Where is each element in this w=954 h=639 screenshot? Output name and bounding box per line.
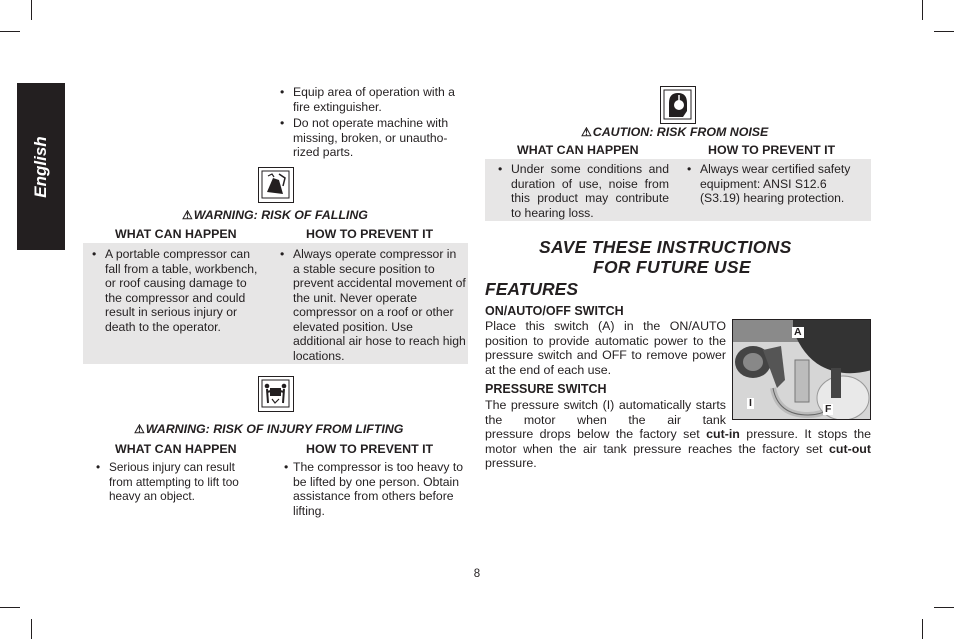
pressure-switch-heading: PRESSURE SWITCH [485,382,607,396]
list-item: • Equip area of operation with a fire extinguisher. [276,85,462,114]
pressure-switch-text-wrapped: The pressure switch (I) automatically starts the motor when the air tank [485,398,726,427]
hearing-protection-icon [660,86,696,124]
lifting-warning-title: ⚠WARNING: RISK OF INJURY FROM LIFTING [134,422,404,436]
crop-mark [0,607,20,608]
photo-label-i: I [749,397,752,409]
how-to-prevent-header: HOW TO PREVENT IT [306,227,434,241]
warning-triangle-icon: ⚠ [581,125,592,139]
what-can-happen-header: WHAT CAN HAPPEN [517,143,639,157]
crop-mark [31,0,32,20]
what-can-happen-header: WHAT CAN HAPPEN [115,227,237,241]
crop-mark [31,619,32,639]
save-instructions-title: SAVE THESE INSTRUCTIONS [539,237,792,257]
falling-what-text: • A portable compressor can fall from a table, workbench, or roof causing damage to the compressor and could result in serious injury or death to the operator. [88,247,266,334]
save-instructions-subtitle: FOR FUTURE USE [593,257,751,277]
onoff-switch-heading: ON/AUTO/OFF SWITCH [485,304,624,318]
cut-in-term: cut-in [706,427,740,441]
page-number: 8 [473,568,481,580]
crop-mark [922,0,923,20]
pressure-switch-text: pressure drops below the factory set cut-in pressure. It stops the motor when the air tank pressure reaches the factory set cut-out pressure. [485,427,871,471]
falling-hazard-icon [258,167,294,203]
what-can-happen-header: WHAT CAN HAPPEN [115,442,237,456]
cut-out-term: cut-out [829,441,871,456]
crop-mark [922,619,923,639]
features-title: FEATURES [485,279,579,299]
falling-warning-title: ⚠WARNING: RISK OF FALLING [182,208,368,222]
warning-triangle-icon: ⚠ [134,422,145,436]
warning-triangle-icon: ⚠ [182,208,193,222]
onoff-switch-text: Place this switch (A) in the ON/AUTO position to provide automatic power to the pressure switch and OFF to remove power at the end of each use. [485,319,726,377]
list-item: • Do not operate machine with missing, broken, or unautho-rized parts. [276,116,462,160]
lifting-how-text: • The compressor is too heavy to be lifted by one person. Obtain assistance from others before lifting. [280,460,466,518]
compressor-controls-photo [732,319,871,420]
crop-mark [934,31,954,32]
lifting-what-text: • Serious injury can result from attempting to lift too heavy an object. [92,460,257,504]
photo-label-a: A [794,326,802,338]
general-safety-bullets [276,85,462,160]
language-tab [17,83,65,250]
crop-mark [0,31,20,32]
language-label: English [31,136,50,198]
falling-how-text: • Always operate compressor in a stable secure position to prevent accidental movement of the unit. Never operate compressor on a roof or other elevated position. Use additional air hose to reach high locations. [276,247,466,363]
how-to-prevent-header: HOW TO PREVENT IT [708,143,836,157]
lifting-hazard-icon [258,376,294,412]
photo-label-f: F [825,403,832,415]
noise-how-text: • Always wear certified safety equipment: ANSI S12.6 (S3.19) hearing protection. [683,162,863,206]
crop-mark [934,607,954,608]
noise-caution-title: ⚠CAUTION: RISK FROM NOISE [581,125,769,139]
how-to-prevent-header: HOW TO PREVENT IT [306,442,434,456]
noise-what-text: • Under some conditions and duration of use, noise from this product may contribute to hearing loss. [494,162,669,220]
